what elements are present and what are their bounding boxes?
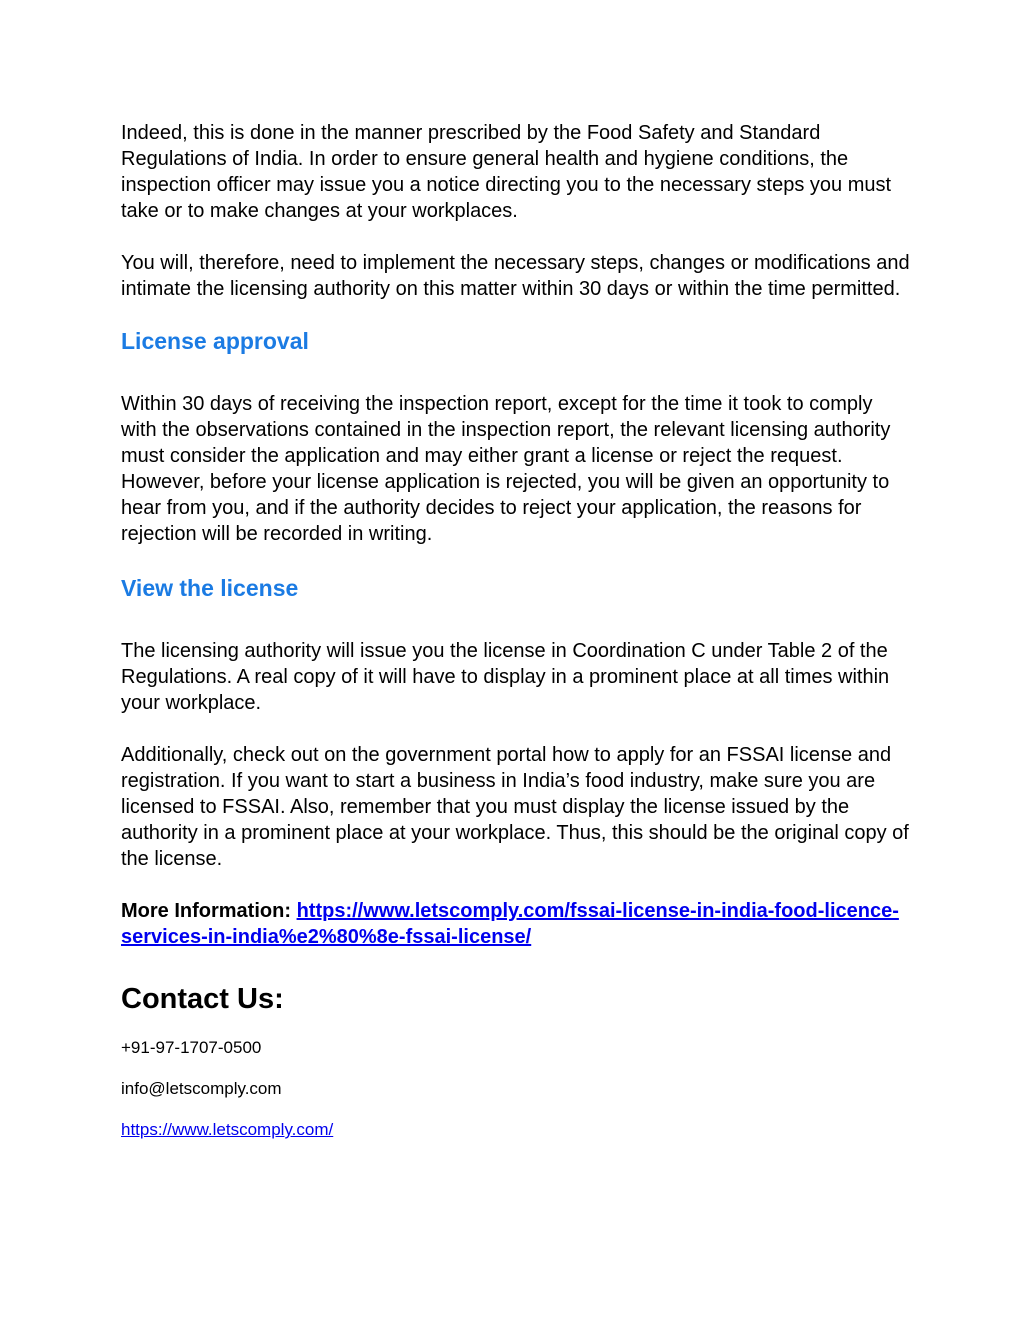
- contact-email: info@letscomply.com: [121, 1079, 282, 1098]
- contact-phone: +91-97-1707-0500: [121, 1038, 262, 1057]
- implementation-paragraph: You will, therefore, need to implement the necessary steps, changes or modifications and intimate the licensing authority on this matter within 30 days or within the time permitted.: [121, 252, 910, 300]
- contact-heading: Contact Us:: [121, 983, 284, 1015]
- view-license-paragraph: The licensing authority will issue you the license in Coordination C under Table 2 of the Regulations. A real copy of it will have to display in a prominent place at all times within your workplace.: [121, 640, 890, 714]
- view-license-heading: View the license: [121, 575, 299, 601]
- license-approval-heading: License approval: [121, 328, 309, 354]
- contact-website-link[interactable]: https://www.letscomply.com/: [121, 1120, 334, 1139]
- more-information-label: More Information:: [121, 900, 291, 922]
- license-approval-paragraph: Within 30 days of receiving the inspection report, except for the time it took to comply with the observations contained in the inspection report, the relevant licensing authority must consider the application and may either grant a license or reject the request. However, before your license application is rejected, you will be given an opportunity to hear from you, and if the authority decides to reject your application, the reasons for rejection will be recorded in writing.: [121, 393, 891, 545]
- more-information-link[interactable]: https://www.letscomply.com/fssai-license-in-india-food-licence-services-in-india%e2%80%8e-fssai-license/: [121, 900, 899, 948]
- intro-paragraph: Indeed, this is done in the manner prescribed by the Food Safety and Standard Regulations of India. In order to ensure general health and hygiene conditions, the inspection officer may issue you a notice directing you to the necessary steps you must take or to make changes at your workplaces.: [121, 122, 892, 222]
- contact-website: [121, 1119, 911, 1141]
- additional-info-paragraph: Additionally, check out on the government portal how to apply for an FSSAI license and registration. If you want to start a business in India’s food industry, make sure you are licensed to FSSAI. Also, remember that you must display the license issued by the authority in a prominent place at your workplace. Thus, this should be the original copy of the license.: [121, 744, 909, 870]
- more-information: [121, 898, 911, 950]
- document-page: [121, 120, 911, 1141]
